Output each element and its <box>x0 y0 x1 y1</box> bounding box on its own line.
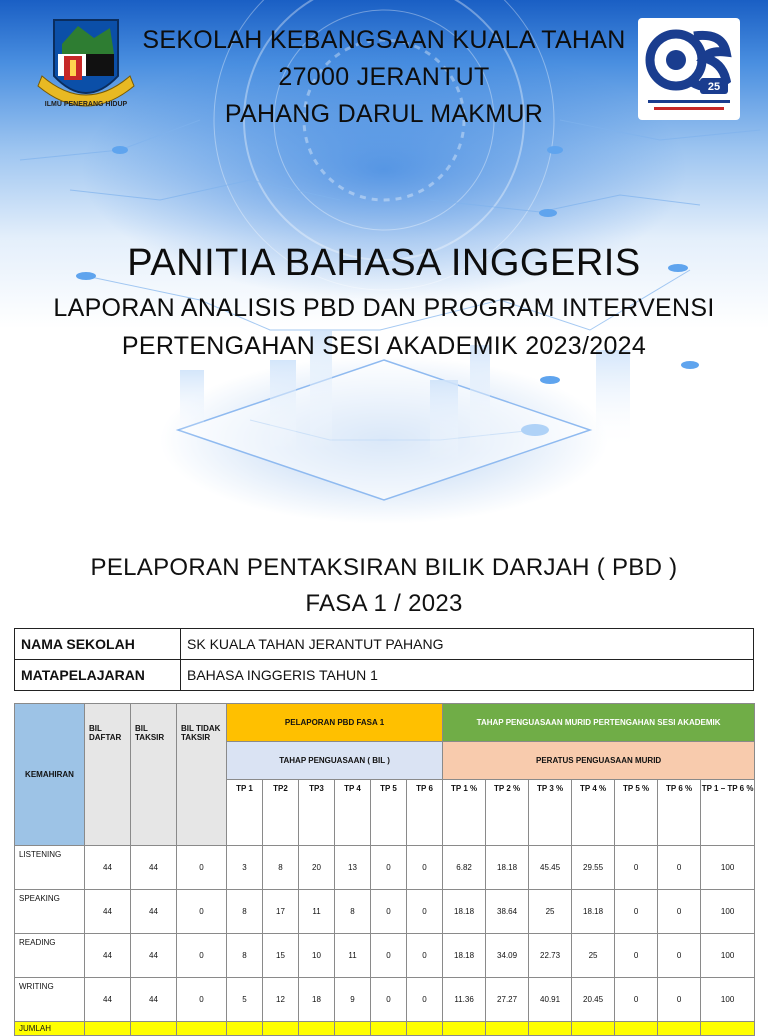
count-cell: 44 <box>85 978 131 1022</box>
tp-bil-header: TP 1 <box>227 780 263 846</box>
tp-count-cell: 0 <box>371 890 407 934</box>
jumlah-cell <box>658 1022 701 1036</box>
tp-percent-cell: 0 <box>658 890 701 934</box>
tp-percent-cell: 22.73 <box>529 934 572 978</box>
tp-percent-cell: 38.64 <box>486 890 529 934</box>
count-cell: 0 <box>177 978 227 1022</box>
count-cell: 0 <box>177 890 227 934</box>
tp-percent-cell: 40.91 <box>529 978 572 1022</box>
school-state-line: PAHANG DARUL MAKMUR <box>224 100 544 128</box>
tp-percent-cell: 100 <box>701 978 755 1022</box>
tp-bil-header: TP 4 <box>335 780 371 846</box>
tp-count-cell: 18 <box>299 978 335 1022</box>
jumlah-cell <box>407 1022 443 1036</box>
jumlah-cell <box>177 1022 227 1036</box>
tp-count-cell: 0 <box>371 846 407 890</box>
tp-count-cell: 8 <box>335 890 371 934</box>
bil-tidak-taksir-header: BIL TIDAK TAKSIR <box>177 704 227 846</box>
tp-percent-cell: 100 <box>701 846 755 890</box>
bil-taksir-header: BIL TAKSIR <box>131 704 177 846</box>
skill-cell: LISTENING <box>15 846 85 890</box>
table-row <box>15 846 755 890</box>
tp-percent-cell: 0 <box>615 978 658 1022</box>
report-subtitle-line2: PERTENGAHAN SESI AKADEMIK 2023/2024 <box>121 332 647 360</box>
jumlah-cell <box>572 1022 615 1036</box>
jumlah-cell <box>371 1022 407 1036</box>
count-cell: 0 <box>177 846 227 890</box>
tp-count-cell: 5 <box>227 978 263 1022</box>
crest-motto: ILMU PENERANG HIDUP <box>44 101 128 108</box>
jumlah-cell <box>263 1022 299 1036</box>
tp-count-cell: 9 <box>335 978 371 1022</box>
tp-count-cell: 0 <box>407 978 443 1022</box>
tp-count-cell: 0 <box>371 978 407 1022</box>
count-cell: 44 <box>85 846 131 890</box>
jumlah-cell <box>299 1022 335 1036</box>
tp-count-cell: 8 <box>227 890 263 934</box>
pbd-heading: PELAPORAN PENTAKSIRAN BILIK DARJAH ( PBD ) <box>90 554 678 581</box>
tp-count-cell: 10 <box>299 934 335 978</box>
tp-bil-header: TP2 <box>263 780 299 846</box>
tp-pct-header: TP 2 % <box>486 780 529 846</box>
pbd-analysis-table <box>14 703 755 1036</box>
tp-percent-cell: 0 <box>658 934 701 978</box>
tp-pct-header: TP 3 % <box>529 780 572 846</box>
tp-percent-cell: 18.18 <box>443 890 486 934</box>
tp-bil-header: TP 5 <box>371 780 407 846</box>
tp-percent-cell: 27.27 <box>486 978 529 1022</box>
tp-count-cell: 12 <box>263 978 299 1022</box>
tp-percent-cell: 25 <box>529 890 572 934</box>
info-row-subject <box>15 660 754 691</box>
count-cell: 44 <box>85 934 131 978</box>
table-row <box>15 934 755 978</box>
tp-count-cell: 17 <box>263 890 299 934</box>
tp-percent-cell: 25 <box>572 934 615 978</box>
subject-value: BAHASA INGGERIS TAHUN 1 <box>181 660 754 691</box>
tp-percent-cell: 0 <box>615 934 658 978</box>
pelaporan-header: PELAPORAN PBD FASA 1 <box>227 704 443 742</box>
tp-count-cell: 13 <box>335 846 371 890</box>
school-label: NAMA SEKOLAH <box>15 629 181 660</box>
tp-percent-cell: 18.18 <box>486 846 529 890</box>
tp-percent-cell: 100 <box>701 890 755 934</box>
subject-label: MATAPELAJARAN <box>15 660 181 691</box>
tahap-murid-header: TAHAP PENGUASAAN MURID PERTENGAHAN SESI AKADEMIK <box>443 704 755 742</box>
school-info-table <box>14 628 754 691</box>
jumlah-row <box>15 1022 755 1036</box>
kemahiran-header: KEMAHIRAN <box>15 704 85 846</box>
phase-heading: FASA 1 / 2023 <box>305 590 463 617</box>
committee-title: PANITIA BAHASA INGGERIS <box>127 242 641 284</box>
tp-count-cell: 0 <box>371 934 407 978</box>
count-cell: 44 <box>131 978 177 1022</box>
tp-count-cell: 15 <box>263 934 299 978</box>
tp-percent-cell: 29.55 <box>572 846 615 890</box>
tp-count-cell: 0 <box>407 846 443 890</box>
jumlah-cell <box>701 1022 755 1036</box>
tahap-bil-header: TAHAP PENGUASAAN ( BIL ) <box>227 742 443 780</box>
tp-percent-cell: 20.45 <box>572 978 615 1022</box>
tp-percent-cell: 34.09 <box>486 934 529 978</box>
tp-pct-header: TP 6 % <box>658 780 701 846</box>
tp-count-cell: 11 <box>335 934 371 978</box>
tp-count-cell: 0 <box>407 890 443 934</box>
jumlah-cell <box>615 1022 658 1036</box>
tp-count-cell: 3 <box>227 846 263 890</box>
tp-percent-cell: 6.82 <box>443 846 486 890</box>
count-cell: 44 <box>131 890 177 934</box>
tp-bil-header: TP3 <box>299 780 335 846</box>
skill-cell: SPEAKING <box>15 890 85 934</box>
jumlah-label: JUMLAH <box>15 1022 85 1036</box>
jumlah-cell <box>227 1022 263 1036</box>
report-subtitle-line1: LAPORAN ANALISIS PBD DAN PROGRAM INTERVENSI <box>53 294 715 322</box>
svg-text:25: 25 <box>707 81 721 93</box>
tp-percent-cell: 0 <box>615 846 658 890</box>
tp-pct-header: TP 4 % <box>572 780 615 846</box>
count-cell: 44 <box>131 934 177 978</box>
peratus-header: PERATUS PENGUASAAN MURID <box>443 742 755 780</box>
bil-daftar-header: BIL DAFTAR <box>85 704 131 846</box>
tp-percent-cell: 0 <box>658 846 701 890</box>
tp-percent-cell: 45.45 <box>529 846 572 890</box>
tp-count-cell: 0 <box>407 934 443 978</box>
tp-percent-cell: 18.18 <box>443 934 486 978</box>
skill-cell: READING <box>15 934 85 978</box>
school-value: SK KUALA TAHAN JERANTUT PAHANG <box>181 629 754 660</box>
school-postcode-line: 27000 JERANTUT <box>278 63 490 91</box>
tp-percent-cell: 0 <box>658 978 701 1022</box>
tp-pct-header: TP 5 % <box>615 780 658 846</box>
skill-cell: WRITING <box>15 978 85 1022</box>
tp-count-cell: 8 <box>263 846 299 890</box>
tp-percent-cell: 0 <box>615 890 658 934</box>
jumlah-cell <box>443 1022 486 1036</box>
jumlah-cell <box>131 1022 177 1036</box>
count-cell: 0 <box>177 934 227 978</box>
tp-count-cell: 20 <box>299 846 335 890</box>
header-row-1 <box>15 704 755 742</box>
tp-percent-cell: 18.18 <box>572 890 615 934</box>
table-body <box>15 846 755 1036</box>
tp-pct-header: TP 1 % <box>443 780 486 846</box>
tp-total-pct-header: TP 1 – TP 6 % <box>701 780 755 846</box>
school-name-line: SEKOLAH KEBANGSAAN KUALA TAHAN <box>142 26 626 54</box>
tp-percent-cell: 100 <box>701 934 755 978</box>
count-cell: 44 <box>85 890 131 934</box>
table-row <box>15 890 755 934</box>
tp-count-cell: 8 <box>227 934 263 978</box>
tp-count-cell: 11 <box>299 890 335 934</box>
tp-percent-cell: 11.36 <box>443 978 486 1022</box>
jumlah-cell <box>486 1022 529 1036</box>
jumlah-cell <box>335 1022 371 1036</box>
jumlah-cell <box>529 1022 572 1036</box>
count-cell: 44 <box>131 846 177 890</box>
jumlah-cell <box>85 1022 131 1036</box>
table-row <box>15 978 755 1022</box>
tp-bil-header: TP 6 <box>407 780 443 846</box>
info-row-school <box>15 629 754 660</box>
